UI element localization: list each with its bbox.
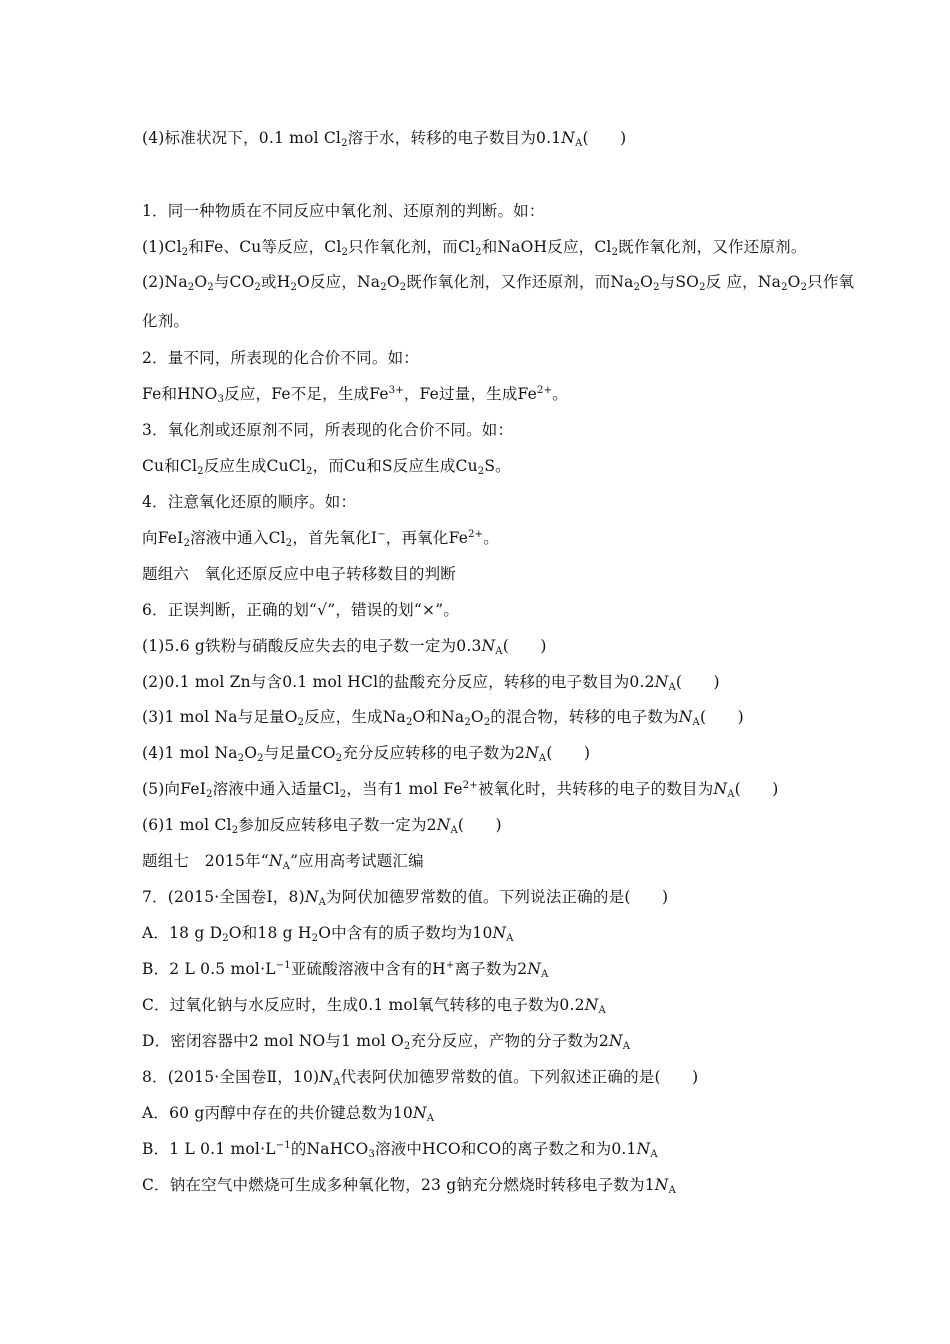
question-stem: 6．正误判断，正确的划“√”，错误的划“×”。 <box>142 601 460 619</box>
answer-option: A．60 g丙醇中存在的共价键总数为$10N_A$ <box>142 1104 435 1124</box>
answer-option: D．密闭容器中2 mol NO与1 mol $O_2$充分反应，产物的分子数为$2N_A$ <box>142 1032 631 1052</box>
question-line: (4)标准状况下，0.1 mol $Cl_2$溶于水，转移的电子数目为$0.1N_A$( ) <box>142 129 627 149</box>
text-line: Fe和$HNO_3$反应，Fe不足，生成$Fe^{3+}$，Fe过量，生成$Fe^{2+}$。 <box>142 385 568 405</box>
section-heading: 4．注意氧化还原的顺序。如： <box>142 493 357 511</box>
text-line: $(1)Cl_2$和Fe、Cu等反应，$Cl_2$只作氧化剂，而$Cl_2$和NaOH反应，$Cl_2$既作氧化剂，又作还原剂。 <box>142 238 807 258</box>
text-line: 向FeI$_2$溶液中通入$Cl_2$，首先氧化I−，再氧化$Fe^{2+}$。 <box>142 529 499 549</box>
question-item: (4)1 mol $Na_2O_2$与足量$CO_2$充分反应转移的电子数为$2N_A$( ) <box>142 744 591 764</box>
text-line: Cu和$Cl_2$反应生成CuCl$_2$，而Cu和S反应生成$Cu_2S$。 <box>142 457 511 477</box>
answer-option: C．钠在空气中燃烧可生成多种氧化物，23 g钠充分燃烧时转移电子数为$1N_A$ <box>142 1176 676 1196</box>
section-heading: 1．同一种物质在不同反应中氧化剂、还原剂的判断。如： <box>142 202 545 220</box>
question-stem: 7．(2015·全国卷Ⅰ，$8)N_A$为阿伏加德罗常数的值。下列说法正确的是( ) <box>142 888 669 908</box>
answer-option: B．1 L 0.1 $mol\cdot L^{-1}$的NaHCO$_3$溶液中HCO和CO的离子数之和为$0.1N_A$ <box>142 1140 658 1160</box>
question-item: (2)0.1 mol Zn与含0.1 mol HCl的盐酸充分反应，转移的电子数目为$0.2N_A$( ) <box>142 673 720 693</box>
text-line: 化剂。 <box>142 312 190 330</box>
answer-option: A．18 g $D_2O$和18 g $H_2O$中含有的质子数均为$10N_A$ <box>142 924 514 944</box>
question-stem: 8．(2015·全国卷Ⅱ，$10)N_A$代表阿伏加德罗常数的值。下列叙述正确的是( ) <box>142 1068 699 1088</box>
question-item: (6)1 mol $Cl_2$参加反应转移电子数一定为$2N_A$( ) <box>142 816 502 836</box>
group-heading: 题组六 氧化还原反应中电子转移数目的判断 <box>142 565 457 583</box>
question-item: (3)1 mol Na与足量$O_2$反应，生成$Na_2O$和$Na_2O_2$的混合物，转移的电子数为$N_A$( ) <box>142 708 744 728</box>
section-heading: 3．氧化剂或还原剂不同，所表现的化合价不同。如： <box>142 421 514 439</box>
answer-option: B．2 L 0.5 $mol\cdot L^{-1}$亚硫酸溶液中含有的H+离子数为$2N_A$ <box>142 960 549 980</box>
group-heading: 题组七 2015年“$N_A$”应用高考试题汇编 <box>142 852 424 872</box>
answer-option: C．过氧化钠与水反应时，生成0.1 mol氧气转移的电子数为$0.2N_A$ <box>142 996 606 1016</box>
question-item: (1)5.6 g铁粉与硝酸反应失去的电子数一定为$0.3N_A$( ) <box>142 637 547 657</box>
question-item: (5)向FeI$_2$溶液中通入适量$Cl_2$，当有1 mol $Fe^{2+}$被氧化时，共转移的电子的数目为$N_A$( ) <box>142 780 779 800</box>
section-heading: 2．量不同，所表现的化合价不同。如： <box>142 349 419 367</box>
text-line: $(2)Na_2O_2$与$CO_2$或$H_2O$反应，$Na_2O_2$既作氧化剂，又作还原剂，而$Na_2O_2$与$SO_2$反 应，$Na_2O_2$只作氧 <box>142 273 855 293</box>
